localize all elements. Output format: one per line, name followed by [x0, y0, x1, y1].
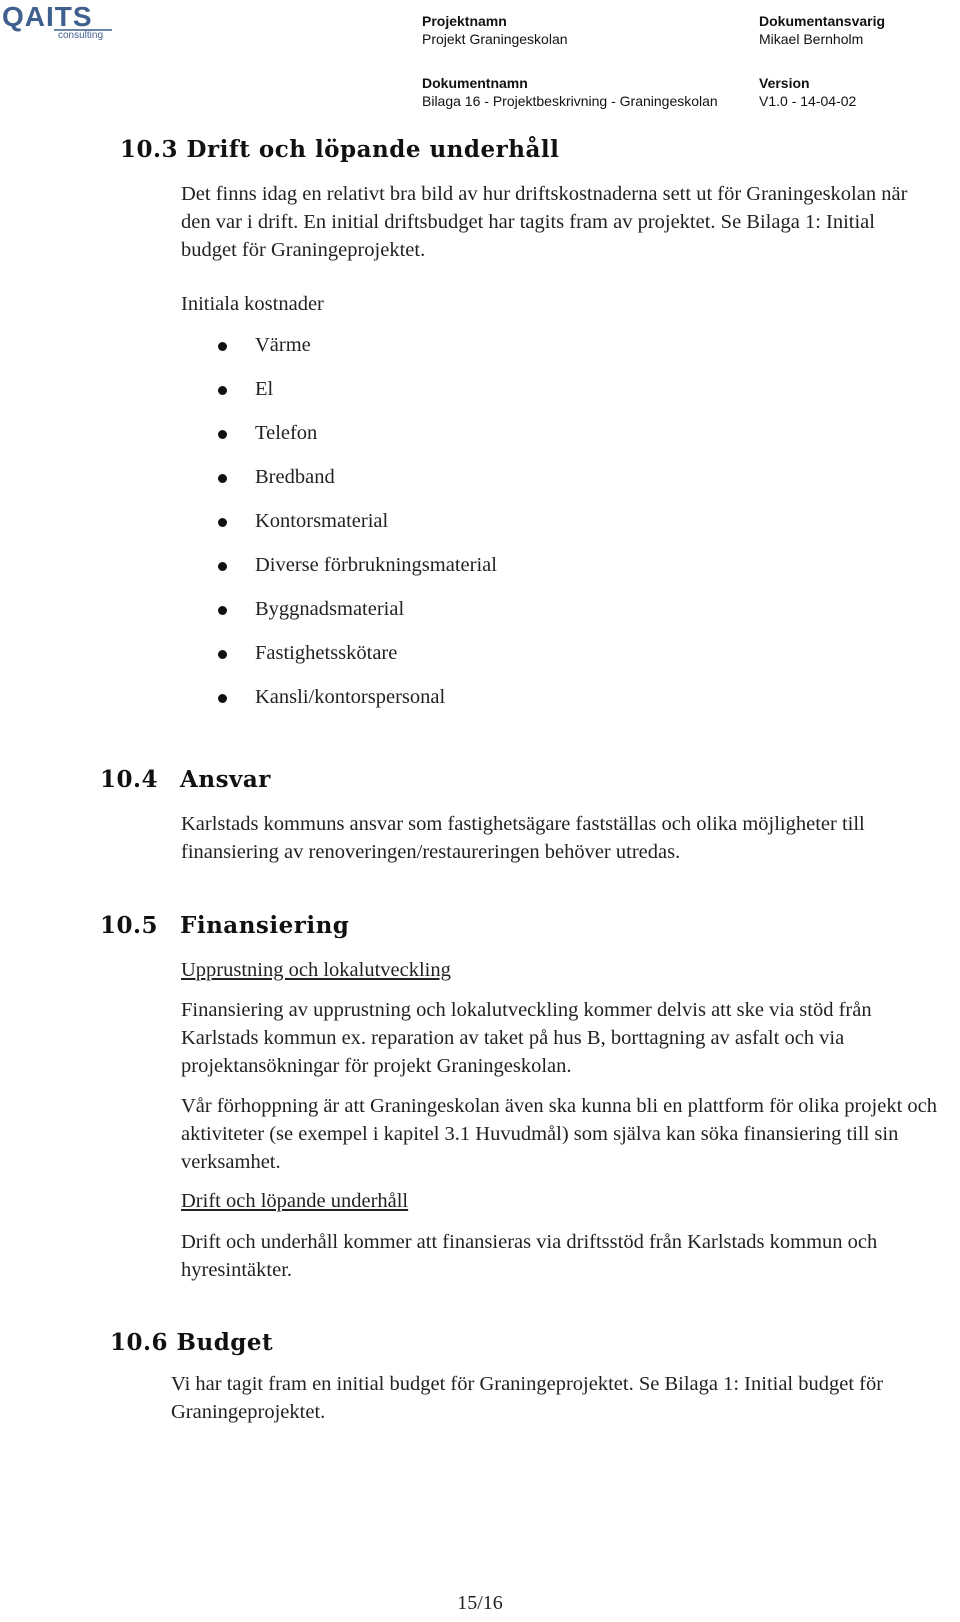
- section-10-3-paragraph: Det finns idag en relativt bra bild av hur driftskostnaderna sett ut för Graningeskolan när den var i drift. En initial driftsbudget har tagits fram av projektet. Se Bilaga 1: Initial budget för Graningeprojektet.: [181, 183, 908, 261]
- bullet-icon: [218, 650, 227, 659]
- financing-paragraph-1: Finansiering av upprustning och lokalutveckling kommer delvis att ske via stöd från Karlstads kommun ex. reparation av taket på hus B, borttagning av asfalt och via projektansökningar för projekt Graningeskolan.: [181, 999, 872, 1077]
- section-title: Budget: [176, 1329, 274, 1356]
- subheading-operation: Drift och löpande underhåll: [181, 1190, 409, 1212]
- bullet-icon: [218, 562, 227, 571]
- list-item: Diverse förbrukningsmaterial: [181, 551, 497, 595]
- project-value: Projekt Graningeskolan: [422, 31, 568, 47]
- section-title: Ansvar: [180, 766, 271, 793]
- company-logo: [0, 0, 120, 40]
- section-heading-10-4: [100, 766, 271, 793]
- page-number: 15/16: [457, 1592, 503, 1614]
- header-version: [759, 74, 856, 110]
- cost-list: [181, 331, 497, 727]
- section-title: Finansiering: [180, 912, 350, 939]
- svg-text:QAITS: QAITS: [2, 1, 93, 32]
- svg-text:consulting: consulting: [58, 30, 104, 40]
- list-item: Kontorsmaterial: [181, 507, 497, 551]
- section-heading-10-5: [100, 912, 349, 939]
- section-heading-10-6: [110, 1329, 273, 1356]
- list-item: Telefon: [181, 419, 497, 463]
- document-label: Dokumentnamn: [422, 75, 528, 91]
- section-10-6-paragraph: Vi har tagit fram en initial budget för Graningeprojektet. Se Bilaga 1: Initial budget för Graningeprojektet.: [171, 1373, 884, 1423]
- section-title: Drift och löpande underhåll: [186, 136, 560, 163]
- header-document: [422, 74, 718, 110]
- list-item: Fastighetsskötare: [181, 639, 497, 683]
- project-label: Projektnamn: [422, 13, 507, 29]
- list-item: Bredband: [181, 463, 497, 507]
- bullet-icon: [218, 474, 227, 483]
- bullet-icon: [218, 694, 227, 703]
- list-item: Värme: [181, 331, 497, 375]
- subheading-upgrade: Upprustning och lokalutveckling: [181, 959, 451, 981]
- responsible-value: Mikael Bernholm: [759, 31, 864, 47]
- list-item: Kansli/kontorspersonal: [181, 683, 497, 727]
- section-number: 10.3: [120, 136, 179, 163]
- list-item: El: [181, 375, 497, 419]
- section-heading-10-3: [120, 136, 559, 163]
- version-label: Version: [759, 75, 810, 91]
- bullet-icon: [218, 342, 227, 351]
- section-10-4-paragraph: Karlstads kommuns ansvar som fastighetsägare fastställas och olika möjligheter till finansiering av renoveringen/restaureringen behöver utredas.: [181, 813, 865, 863]
- version-value: V1.0 - 14-04-02: [759, 93, 857, 109]
- header-project: [422, 12, 568, 48]
- financing-paragraph-2: Vår förhoppning är att Graningeskolan även ska kunna bli en plattform för olika projekt och aktiviteter (se exempel i kapitel 3.1 Huvudmål) som själva kan söka finansiering till sin verksamhet.: [181, 1095, 937, 1173]
- bullet-icon: [218, 606, 227, 615]
- financing-paragraph-3: Drift och underhåll kommer att finansieras via driftsstöd från Karlstads kommun och hyresintäkter.: [181, 1231, 878, 1281]
- header-responsible: [759, 12, 885, 48]
- cost-list-intro: Initiala kostnader: [181, 293, 324, 315]
- responsible-label: Dokumentansvarig: [759, 13, 886, 29]
- document-value: Bilaga 16 - Projektbeskrivning - Graningeskolan: [422, 93, 718, 109]
- section-number: 10.5: [100, 912, 159, 939]
- section-number: 10.4: [100, 766, 159, 793]
- list-item: Byggnadsmaterial: [181, 595, 497, 639]
- section-number: 10.6: [110, 1329, 169, 1356]
- bullet-icon: [218, 430, 227, 439]
- bullet-icon: [218, 386, 227, 395]
- bullet-icon: [218, 518, 227, 527]
